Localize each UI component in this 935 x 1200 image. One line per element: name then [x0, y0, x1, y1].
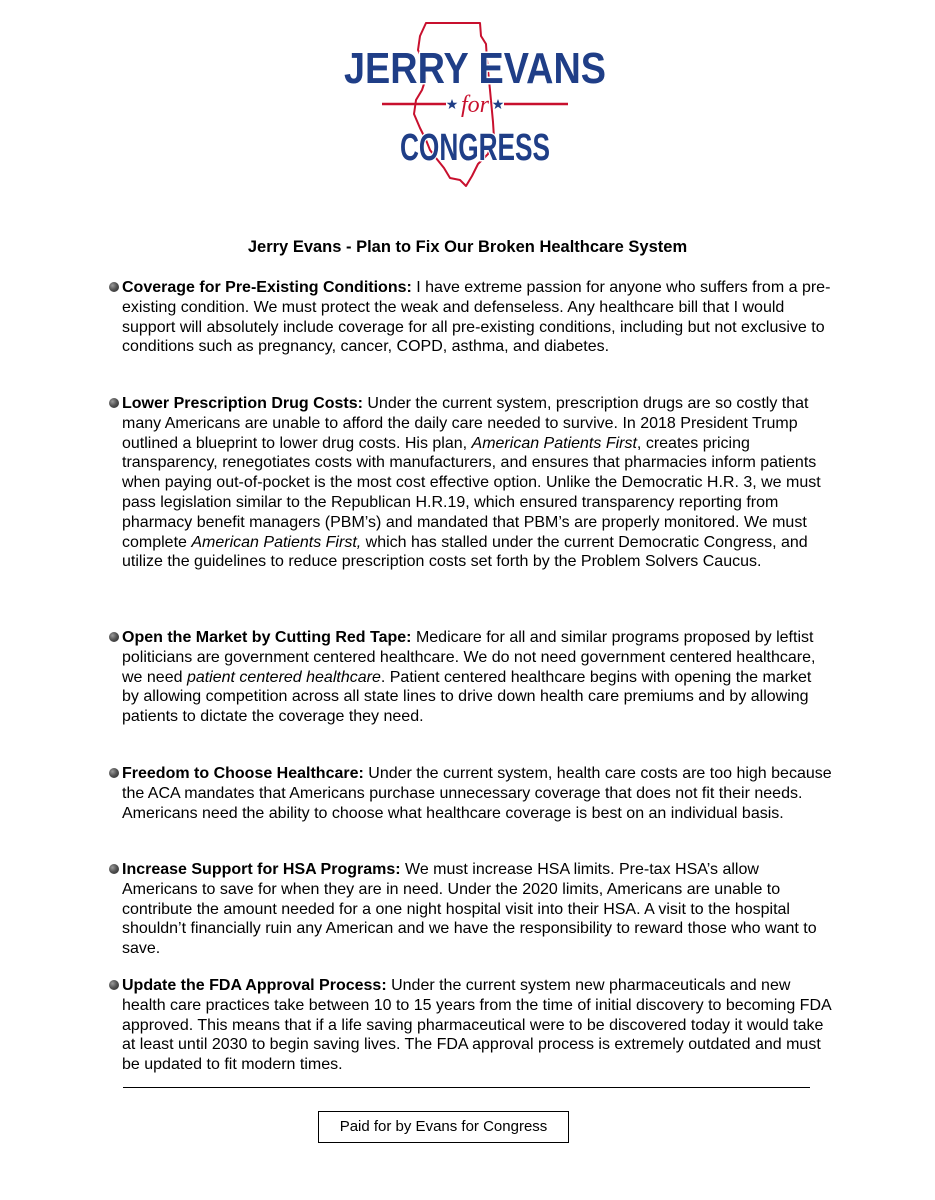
section-paragraph: [122, 860, 832, 959]
bullet-icon: [109, 632, 119, 642]
section-emphasis: patient centered healthcare: [186, 668, 381, 686]
bullet-icon: [109, 282, 119, 292]
section-paragraph: [122, 976, 832, 1075]
section-open-the-market: [122, 628, 832, 727]
section-text: , creates pricing transparency, renegotiates costs with manufacturers, and ensures that pharmacies inform patients when paying out-of-pocket is the most cost effective option. Unlike the Democratic H.R. 3, we must pass legislation similar to the Republican H.R.19, which ensured transparency reporting from pharmacy benefit managers (PBM’s) and mandated that PBM’s are properly monitored. We must complete: [122, 434, 821, 551]
section-hsa-programs: [122, 860, 832, 959]
section-emphasis: American Patients First: [471, 434, 637, 452]
section-heading: Increase Support for HSA Programs:: [122, 861, 401, 878]
section-heading: Open the Market by Cutting Red Tape:: [122, 629, 412, 646]
section-paragraph: [122, 394, 832, 572]
section-text: which has stalled under the current Democratic Congress, and utilize the guidelines to reduce prescription costs set forth by the Problem Solvers Caucus.: [122, 533, 808, 571]
section-paragraph: [122, 628, 832, 727]
section-text: I have extreme passion for anyone who suffers from a pre-existing condition. We must protect the weak and defenseless. Any healthcare bill that I would support will absolutely include coverage for all pre-existing conditions, including but not exclusive to conditions such as pregnancy, cancer, COPD, asthma, and diabetes.: [122, 279, 831, 356]
bullet-icon: [109, 398, 119, 408]
section-heading: Coverage for Pre-Existing Conditions:: [122, 279, 412, 296]
campaign-logo: [330, 18, 620, 193]
logo-for: for: [460, 92, 490, 118]
section-text: Medicare for all and similar programs proposed by leftist politicians are government centered healthcare. We do not need government centered healthcare, we need: [122, 629, 816, 686]
footer-divider: [123, 1087, 810, 1088]
section-text: Under the current system, health care costs are too high because the ACA mandates that Americans purchase unnecessary coverage that does not fit their needs. Americans need the ability to choose what healthcare coverage is best on an individual basis.: [122, 765, 832, 822]
section-pre-existing-conditions: [122, 278, 832, 357]
logo-name: JERRY EVANS: [344, 44, 606, 93]
campaign-logo-graphic: [330, 18, 620, 193]
section-fda-approval: [122, 976, 832, 1075]
section-paragraph: [122, 764, 832, 823]
section-freedom-to-choose: [122, 764, 832, 823]
section-heading: Freedom to Choose Healthcare:: [122, 765, 364, 782]
bullet-icon: [109, 768, 119, 778]
section-emphasis: American Patients First,: [191, 533, 362, 551]
star-icon: [493, 99, 504, 109]
section-heading: Update the FDA Approval Process:: [122, 977, 387, 994]
paid-for-disclaimer: Paid for by Evans for Congress: [318, 1111, 569, 1143]
section-text: Under the current system new pharmaceuticals and new health care practices take between 10 to 15 years from the time of initial discovery to becoming FDA approved. This means that if a life saving pharmaceutical were to be discovered today it would take at least until 2030 to begin saving lives. The FDA approval process is extremely outdated and must be updated to fit modern times.: [122, 977, 831, 1074]
section-prescription-drug-costs: [122, 394, 832, 572]
document-title: Jerry Evans - Plan to Fix Our Broken Healthcare System: [247, 238, 688, 256]
star-icon: [447, 99, 458, 109]
bullet-icon: [109, 864, 119, 874]
section-text: . Patient centered healthcare begins with opening the market by allowing competition across all state lines to drive down health care premiums and by allowing patients to dictate the coverage they need.: [122, 668, 812, 726]
bullet-icon: [109, 980, 119, 990]
logo-congress: CONGRESS: [400, 127, 550, 169]
section-text: We must increase HSA limits. Pre-tax HSA’s allow Americans to save for when they are in need. Under the 2020 limits, Americans are unable to contribute the amount needed for a one night hospital visit into their HSA. A visit to the hospital shouldn’t financially ruin any American and we have the responsibility to reward those who want to save.: [122, 861, 817, 958]
section-paragraph: [122, 278, 832, 357]
section-text: Under the current system, prescription drugs are so costly that many Americans are unable to afford the daily care needed to survive. In 2018 President Trump outlined a blueprint to lower drug costs. His plan,: [122, 395, 809, 452]
section-heading: Lower Prescription Drug Costs:: [122, 395, 363, 412]
